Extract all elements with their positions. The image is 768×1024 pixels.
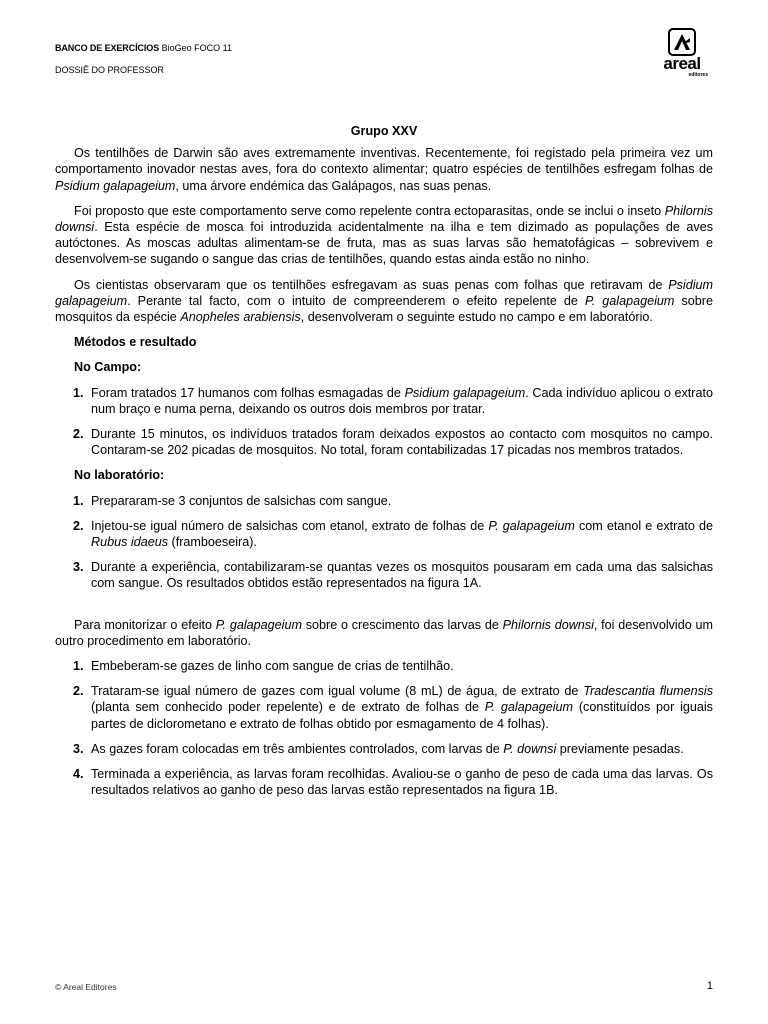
species-name: P. galapageium	[215, 617, 302, 632]
field-heading: No Campo:	[74, 360, 142, 375]
step-number: 3.	[73, 560, 84, 575]
species-name: Psidium galapageium	[404, 385, 526, 400]
list-item	[55, 493, 713, 509]
list-item	[55, 385, 713, 417]
list-item	[55, 766, 713, 798]
logo-wordmark: areal	[663, 54, 701, 73]
step-number: 2.	[73, 518, 84, 533]
text-run: (planta sem conhecido poder repelente) e de extrato de folhas de	[91, 700, 485, 715]
lab2-steps-list	[55, 658, 713, 798]
list-item	[55, 741, 713, 757]
step-number: 1.	[73, 659, 84, 674]
text-run: Durante a experiência, contabilizaram-se quantas vezes os mosquitos pousaram em cada uma das salsichas com sangue. Os resultados obtidos estão representados na figura 1A.	[91, 560, 713, 591]
list-item	[55, 426, 713, 458]
text-run: previamente pesadas.	[556, 741, 684, 756]
species-name: P. galapageium	[484, 700, 574, 715]
header-subject-label: BioGeo FOCO 11	[159, 43, 232, 53]
text-run: Foi proposto que este comportamento serve como repelente contra ectoparasitas, onde se inclui o inseto	[74, 203, 665, 218]
text-run: , foi desenvolvido um outro procedimento em laboratório.	[55, 617, 713, 648]
text-run: Embeberam-se gazes de linho com sangue de crias de tentilhão.	[91, 659, 454, 674]
species-name: Philornis downsi	[55, 203, 713, 235]
species-name: Tradescantia flumensis	[583, 684, 713, 699]
text-run: Durante 15 minutos, os indivíduos tratados foram deixados expostos ao contacto com mosquitos no campo. Contaram-se 202 picadas de mosquitos. No total, foram contabilizadas 17 picadas nos membros tratados.	[91, 427, 713, 458]
text-run: sobre mosquitos da espécie	[55, 293, 713, 325]
text-run: . Perante tal facto, com o intuito de compreenderem o efeito repelente de	[127, 293, 585, 308]
species-name: P. downsi	[503, 741, 557, 756]
list-item	[55, 683, 713, 732]
text-run: , uma árvore endémica das Galápagos, nas suas penas.	[175, 178, 492, 193]
species-name: Psidium galapageium	[55, 277, 713, 308]
text-run: , desenvolveram o seguinte estudo no campo e em laboratório.	[300, 310, 653, 325]
text-run: . Esta espécie de mosca foi introduzida acidentalmente na ilha e tem dizimado as populações de aves autóctones. As moscas adultas alimentam-se de fruta, mas as suas larvas são hematofágicas – sobrevivem e desenvolvem-se sugando o sangue das crias de tentilhões, quando estas ainda estão no ninho.	[55, 220, 713, 267]
text-run: Os cientistas observaram que os tentilhões esfregavam as suas penas com folhas que retiravam de	[74, 277, 669, 292]
step-number: 2.	[73, 427, 84, 442]
species-name: Philornis downsi	[502, 617, 594, 632]
step-number: 4.	[73, 767, 84, 782]
field-steps-list	[55, 385, 713, 459]
text-run: (constituídos por iguais partes de diclorometano e extrato de folhas obtido por esmagamento de 4 folhas).	[91, 700, 713, 731]
species-name: Rubus idaeus	[91, 535, 169, 550]
header-title	[55, 43, 232, 54]
text-run: Injetou-se igual número de salsichas com etanol, extrato de folhas de	[91, 518, 489, 533]
step-number: 1.	[73, 493, 84, 508]
header-bank-label: BANCO DE EXERCÍCIOS	[55, 43, 160, 53]
species-name: Psidium galapageium	[55, 178, 176, 193]
spacer	[55, 601, 713, 617]
paragraph-intro	[55, 145, 713, 194]
methods-heading: Métodos e resultado	[74, 335, 197, 350]
logo-subtitle: editores	[688, 72, 708, 78]
list-item	[55, 559, 713, 591]
text-run: Terminada a experiência, as larvas foram recolhidas. Avaliou-se o ganho de peso de cada uma das larvas. Os resultados relativos ao ganho de peso das larvas estão representados na figura 1B.	[91, 767, 713, 798]
list-item	[55, 518, 713, 550]
species-name: Anopheles arabiensis	[180, 310, 301, 325]
document-body	[55, 123, 713, 808]
page-number: 1	[706, 980, 713, 992]
step-number: 1.	[73, 385, 84, 400]
paragraph-larvae	[55, 617, 713, 649]
paragraph-hypothesis	[55, 203, 713, 268]
footer-copyright: © Areal Editores	[55, 982, 117, 992]
species-name: P. galapageium	[488, 518, 575, 533]
species-name: P. galapageium	[584, 293, 675, 308]
text-run: Prepararam-se 3 conjuntos de salsichas com sangue.	[91, 493, 392, 508]
group-title: Grupo XXV	[350, 124, 418, 138]
text-run: Os tentilhões de Darwin são aves extremamente inventivas. Recentemente, foi registado pela primeira vez um comportamento inovador nestas aves, fora do contexto alimentar; quatro espécies de tentilhões esfregam folhas de	[55, 146, 713, 177]
text-run: sobre o crescimento das larvas de	[301, 617, 503, 632]
areal-logo	[652, 28, 712, 80]
list-item	[55, 658, 713, 674]
lab-heading: No laboratório:	[74, 468, 165, 483]
text-run: com etanol e extrato de	[574, 518, 713, 533]
text-run: (framboeseira).	[168, 535, 257, 550]
paragraph-study	[55, 277, 713, 326]
text-run: As gazes foram colocadas em três ambientes controlados, com larvas de	[91, 741, 504, 756]
text-run: Para monitorizar o efeito	[74, 617, 216, 632]
header-dossier-label: DOSSIÊ DO PROFESSOR	[55, 65, 165, 75]
text-run: . Cada indivíduo aplicou o extrato num braço e numa perna, deixando os outros dois membros por tratar.	[91, 385, 713, 416]
step-number: 3.	[73, 741, 84, 756]
areal-logo-icon	[668, 28, 696, 56]
lab-steps-list	[55, 493, 713, 592]
step-number: 2.	[73, 684, 84, 699]
text-run: Foram tratados 17 humanos com folhas esmagadas de	[91, 385, 405, 400]
text-run: Trataram-se igual número de gazes com igual volume (8 mL) de água, de extrato de	[91, 684, 584, 699]
